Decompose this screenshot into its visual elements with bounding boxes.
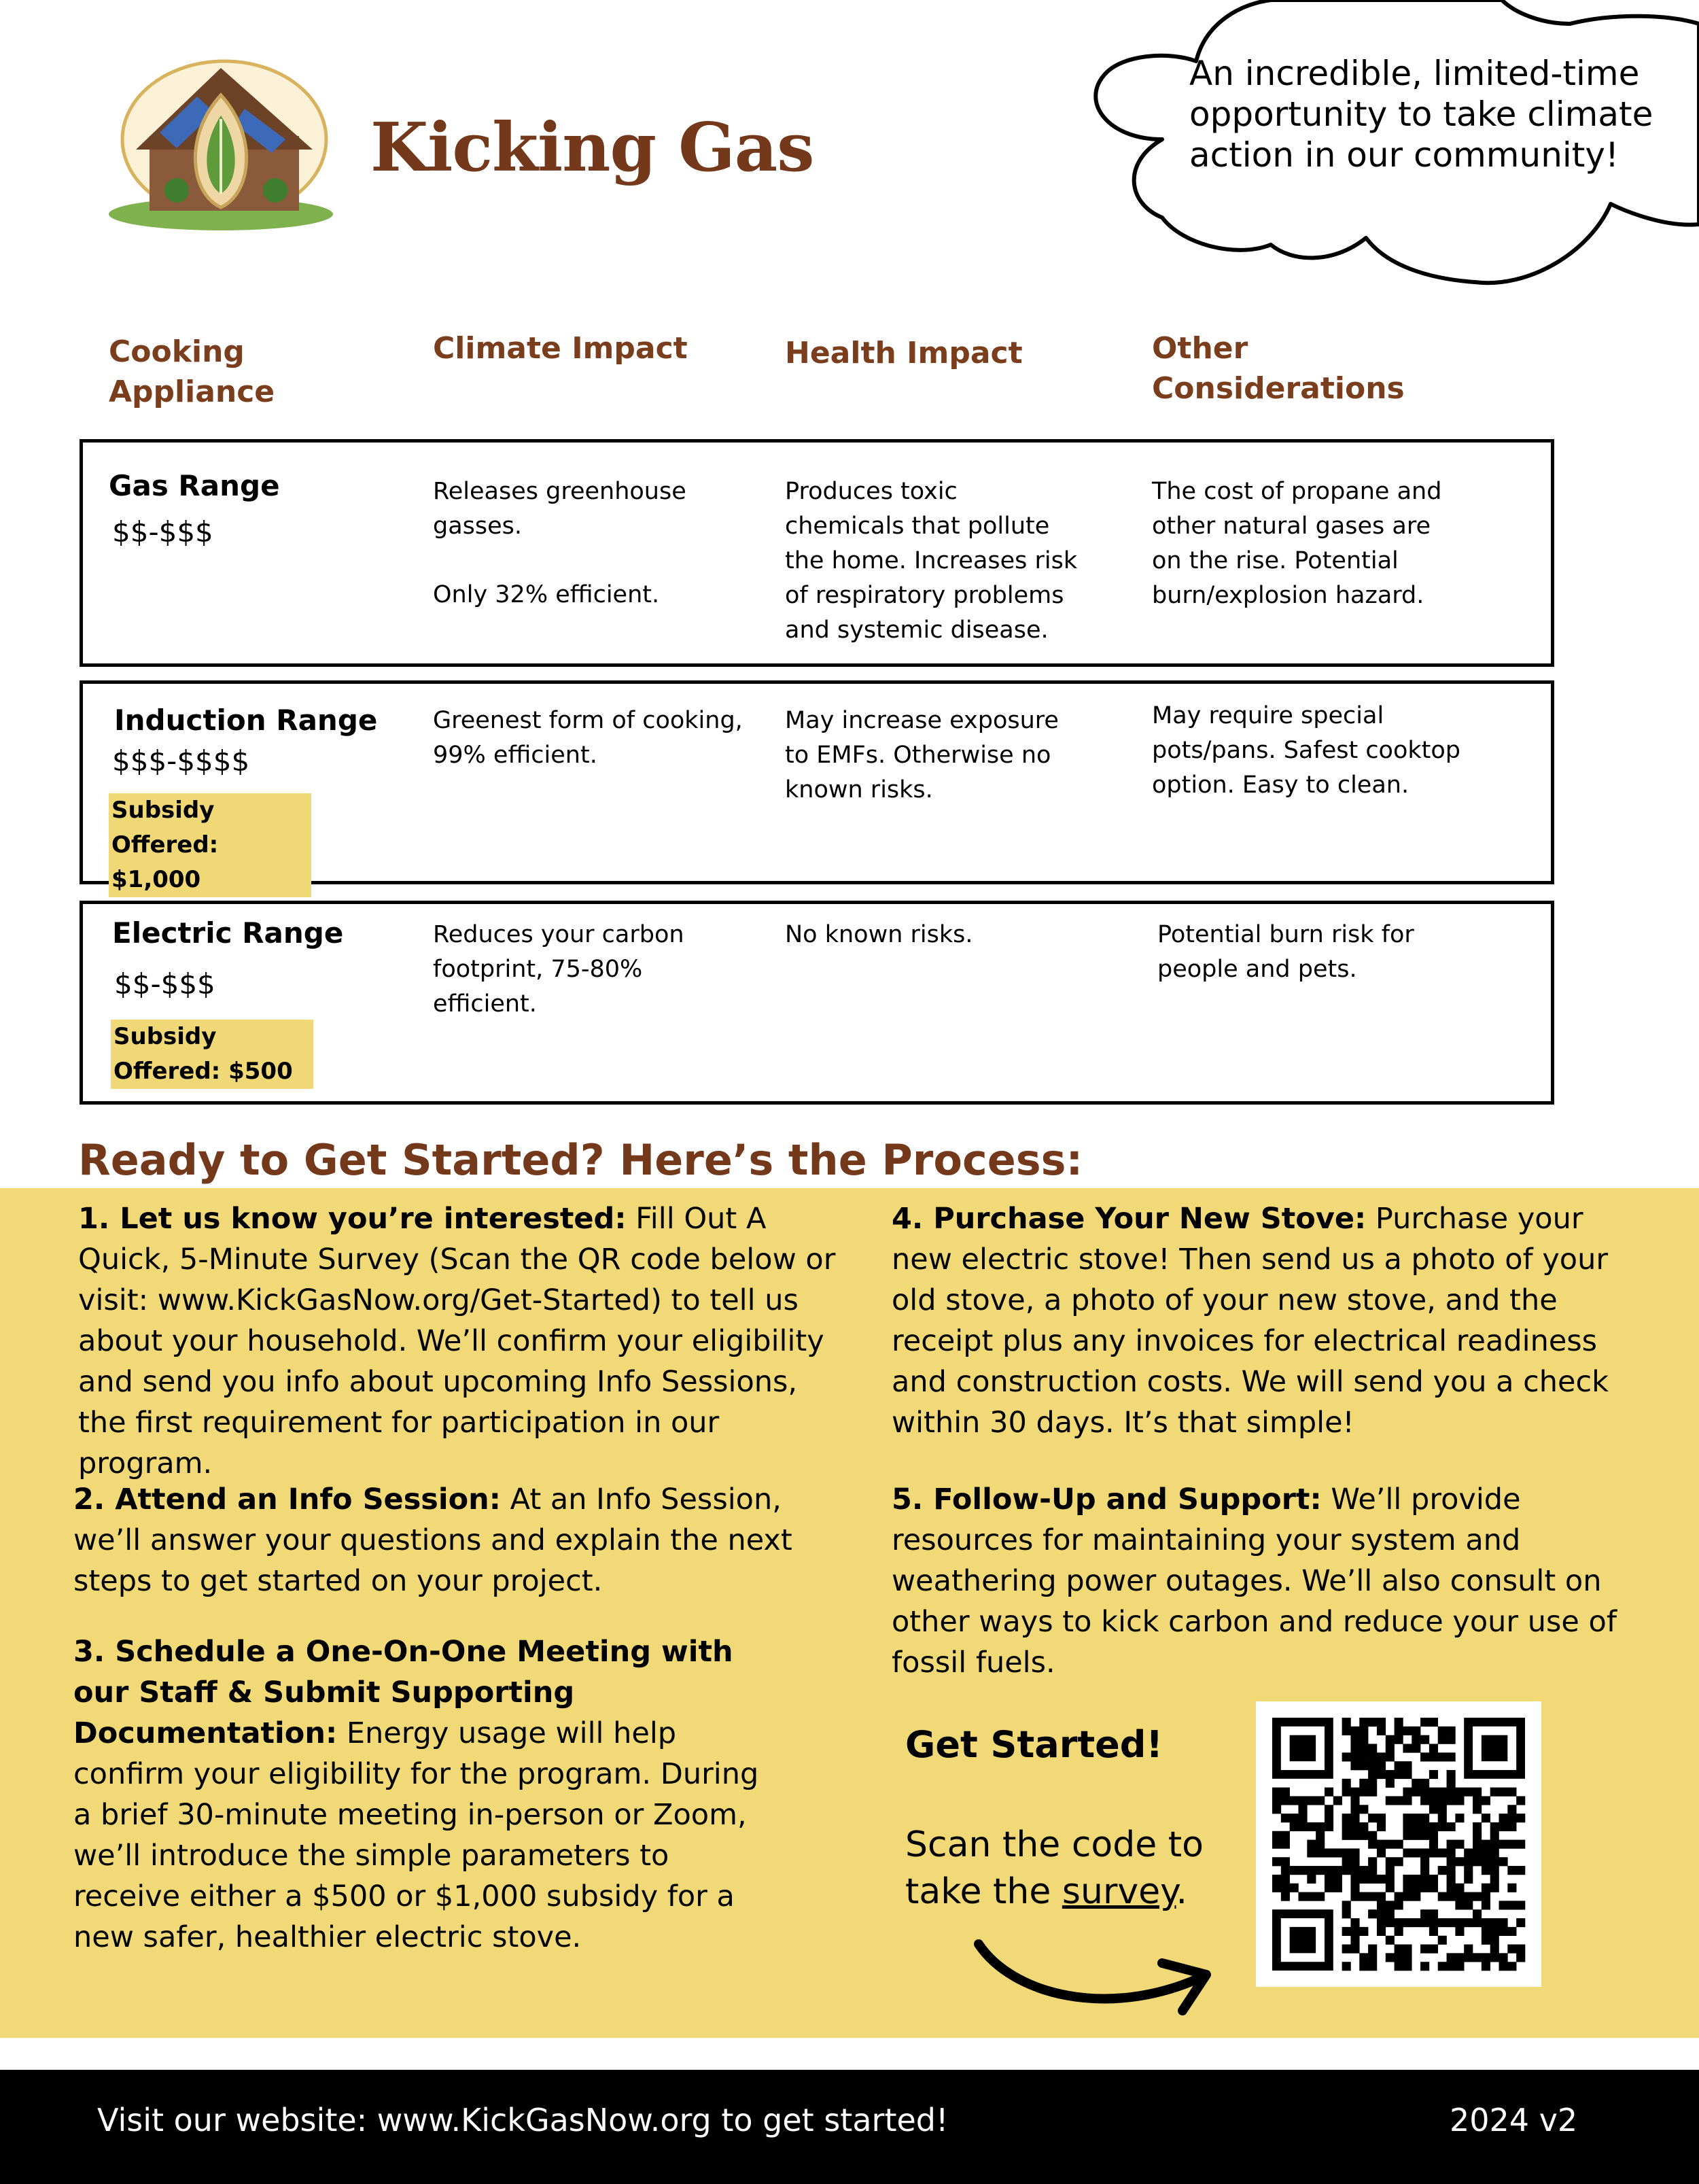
subsidy-badge: Subsidy Offered: $500 xyxy=(111,1020,313,1089)
health-impact-text: Produces toxic chemicals that pollute the home. Increases risk of respiratory problems and systemic disease. xyxy=(785,478,1078,644)
other-considerations-text: May require special pots/pans. Safest cooktop option. Easy to clean. xyxy=(1152,702,1461,799)
climate-impact-text: Reduces your carbon footprint, 75-80% efficient. xyxy=(433,921,684,1018)
step-title: 1. Let us know you’re interested: xyxy=(78,1202,627,1236)
climate-impact-text: Releases greenhouse gasses. xyxy=(433,478,686,540)
health-impact-text: May increase exposure to EMFs. Otherwise no known risks. xyxy=(785,707,1059,803)
header-climate-impact: Climate Impact xyxy=(433,331,688,366)
survey-link[interactable]: survey xyxy=(1062,1871,1176,1912)
step-text: We’ll provide resources for maintaining your system and weathering power outages. We’ll also consult on other ways to kick carbon and reduce your use of fossil fuels. xyxy=(892,1483,1617,1680)
qr-code[interactable] xyxy=(1256,1701,1541,1987)
process-step-1 xyxy=(78,1198,839,1484)
header-health-impact: Health Impact xyxy=(785,336,1023,370)
health-impact-text: No known risks. xyxy=(785,921,973,948)
appliance-name: Gas Range xyxy=(109,469,280,502)
appliance-name: Induction Range xyxy=(114,704,378,737)
get-started-text xyxy=(905,1822,1259,1916)
footer-website-text: Visit our website: www.KickGasNow.org to get started! xyxy=(97,2102,949,2138)
step-title: 4. Purchase Your New Stove: xyxy=(892,1202,1367,1236)
other-considerations-text: The cost of propane and other natural gases are on the rise. Potential burn/explosion hazard. xyxy=(1152,478,1442,609)
get-started-suffix: . xyxy=(1176,1871,1187,1912)
appliance-price: $$-$$$ xyxy=(112,515,213,549)
footer-version: 2024 v2 xyxy=(1450,2102,1578,2138)
other-considerations-text: Potential burn risk for people and pets. xyxy=(1157,921,1414,983)
kicking-gas-logo xyxy=(109,54,340,235)
step-text: Purchase your new electric stove! Then send us a photo of your old stove, a photo of your new stove, and the receipt plus any invoices for electrical readiness and construction costs. We will send you a check within 30 days. It’s that simple! xyxy=(892,1202,1609,1440)
step-title: 5. Follow-Up and Support: xyxy=(892,1483,1322,1516)
climate-impact-text: Greenest form of cooking, 99% efficient. xyxy=(433,707,743,769)
tagline: An incredible, limited-time opportunity to take climate action in our community! xyxy=(1189,54,1653,175)
process-step-5 xyxy=(892,1479,1626,1683)
subsidy-badge: Subsidy Offered: $1,000 xyxy=(109,793,311,897)
process-title: Ready to Get Started? Here’s the Process: xyxy=(78,1135,1083,1185)
step-title: 2. Attend an Info Session: xyxy=(73,1483,501,1516)
process-step-4 xyxy=(892,1198,1626,1443)
process-step-3 xyxy=(73,1631,780,1958)
step-text: At an Info Session, we’ll answer your questions and explain the next steps to get started on your project. xyxy=(73,1483,792,1598)
header-other-considerations: Other Considerations xyxy=(1152,331,1405,406)
header-cooking-appliance: Cooking Appliance xyxy=(109,334,275,409)
step-title: 3. Schedule a One-On-One Meeting with our Staff & Submit Supporting Documentation: xyxy=(73,1635,733,1750)
curved-arrow-icon xyxy=(972,1930,1230,2019)
process-step-2 xyxy=(73,1479,814,1601)
brand-name: Kicking Gas xyxy=(370,109,814,187)
get-started-prefix: Scan the code to take the xyxy=(905,1824,1204,1912)
appliance-price: $$$-$$$$ xyxy=(112,744,250,778)
step-text: Fill Out A Quick, 5-Minute Survey (Scan the QR code below or visit: www.KickGasNow.org/Get-Started) to tell us about your household. We’ll confirm your eligibility and send you info about upcoming Info Sessions, the first requirement for participation in our program. xyxy=(78,1202,836,1480)
step-text: Energy usage will help confirm your eligibility for the program. During a brief 30-minute meeting in-person or Zoom, we’ll introduce the simple parameters to receive either a $500 or $1,000 subsidy for a new safer, healthier electric stove. xyxy=(73,1716,759,1954)
appliance-price: $$-$$$ xyxy=(114,967,215,1001)
get-started-title: Get Started! xyxy=(905,1723,1163,1766)
appliance-name: Electric Range xyxy=(112,916,344,950)
climate-impact-text: Only 32% efficient. xyxy=(433,581,660,608)
